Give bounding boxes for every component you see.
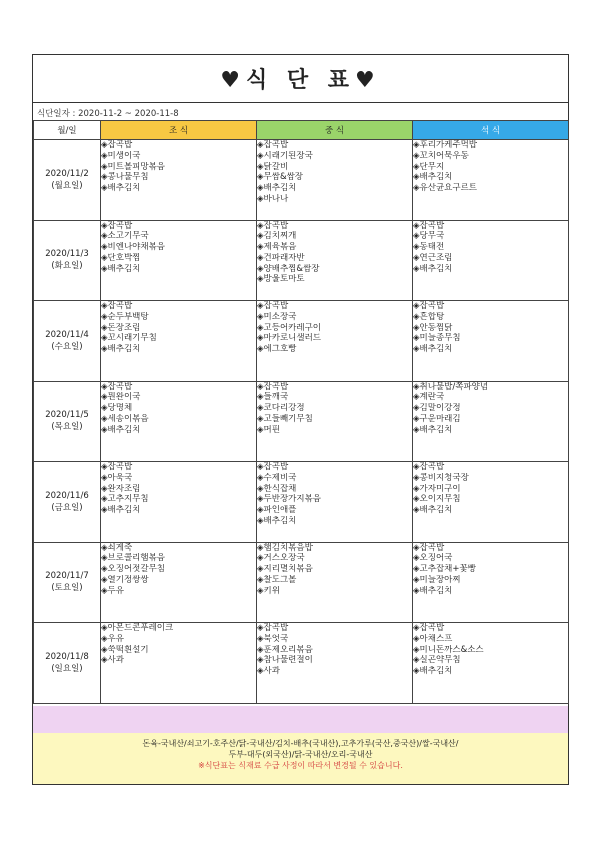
menu-item: ◈배추김치: [101, 505, 141, 516]
menu-item: ◈배추김치: [413, 666, 453, 677]
menu-item: ◈두유: [101, 585, 124, 596]
menu-item: ◈당명체: [101, 403, 133, 414]
menu-item: ◈사과: [257, 666, 280, 677]
day-date: 2020/11/4: [45, 329, 89, 340]
menu-item: ◈유산균요구르트: [413, 183, 478, 194]
menu-item: ◈배추김치: [413, 263, 453, 274]
day-weekday: (목요일): [51, 422, 83, 433]
menu-item: ◈계란국: [413, 392, 445, 403]
header-lunch: 중 식: [257, 121, 413, 140]
menu-item: ◈코다리강정: [257, 403, 305, 414]
menu-item: ◈북엇국: [257, 633, 289, 644]
menu-item: ◈구운마래김: [413, 413, 461, 424]
menu-item: ◈마카로니샐러드: [257, 333, 322, 344]
day-date: 2020/11/3: [45, 249, 89, 260]
menu-item: ◈배추김치: [101, 344, 141, 355]
menu-item: ◈미늘종무침: [413, 333, 461, 344]
menu-item: ◈꼬치어묵우동: [413, 150, 469, 161]
breakfast-cell: [101, 381, 257, 462]
menu-item: ◈배추김치: [101, 424, 141, 435]
menu-item: ◈고추지무침: [101, 494, 149, 505]
day-date: 2020/11/6: [45, 490, 89, 501]
menu-item: ◈잡곡밥: [257, 462, 289, 472]
menu-item: ◈단무지: [413, 161, 445, 172]
menu-table: [33, 120, 569, 704]
menu-item: ◈배추김치: [413, 172, 453, 183]
day-cell: [34, 623, 101, 704]
menu-item: ◈열기정쌍쌍: [101, 574, 149, 585]
menu-item: ◈우유: [101, 633, 124, 644]
menu-item: ◈비엔나야채볶음: [101, 242, 166, 253]
lunch-cell: [257, 623, 413, 704]
lunch-cell: [257, 220, 413, 301]
menu-item: ◈오이지무침: [413, 494, 461, 505]
menu-item: ◈미생이국: [101, 150, 141, 161]
table-row: [34, 462, 569, 543]
menu-item: ◈세송이볶음: [101, 413, 149, 424]
table-row: [34, 623, 569, 704]
day-weekday: (화요일): [51, 261, 83, 272]
dinner-cell: [413, 381, 569, 462]
origin-line: 돈육-국내산/쇠고기-호주산/닭-국내산/김치-배추(국내산),고추가루(국산,중국산)/쌀-국내산/: [142, 739, 459, 748]
menu-item: ◈무쌈&쌈장: [257, 172, 304, 183]
menu-item: ◈콩비지청국장: [413, 472, 469, 483]
day-date: 2020/11/2: [45, 168, 89, 179]
dinner-cell: [413, 462, 569, 543]
menu-item: ◈고추잡채+꽃빵: [413, 564, 476, 575]
menu-item: ◈잡곡밥: [257, 623, 289, 633]
menu-item: ◈배추김치: [257, 515, 297, 526]
menu-item: ◈참나물련절이: [257, 655, 313, 666]
menu-item: ◈잡곡밥: [413, 542, 445, 553]
table-row: [34, 542, 569, 623]
menu-item: ◈아채스프: [413, 633, 453, 644]
menu-item: ◈연근조림: [413, 252, 453, 263]
day-cell: [34, 542, 101, 623]
menu-item: ◈잡곡밥: [257, 381, 289, 392]
menu-item: ◈잡곡밥: [413, 301, 445, 311]
menu-item: ◈잡곡밥: [101, 462, 133, 472]
table-row: [34, 220, 569, 301]
day-cell: [34, 462, 101, 543]
menu-item: ◈배추김치: [101, 263, 141, 274]
menu-item: ◈양배추찜&쌈장: [257, 263, 320, 274]
menu-item: ◈완자조림: [101, 483, 141, 494]
change-notice: ※식단표는 식재료 수급 사정이 따라서 변경될 수 있습니다.: [198, 761, 403, 770]
menu-item: ◈고들빼기무침: [257, 413, 313, 424]
menu-item: ◈수제비국: [257, 472, 297, 483]
menu-item: ◈배추김치: [413, 424, 453, 435]
menu-item: ◈지리멸치볶음: [257, 564, 313, 575]
menu-item: ◈미소장국: [257, 311, 297, 322]
menu-item: ◈배추김치: [101, 183, 141, 194]
breakfast-cell: [101, 220, 257, 301]
menu-item: ◈잡곡밥: [413, 462, 445, 472]
breakfast-cell: [101, 140, 257, 221]
lunch-cell: [257, 140, 413, 221]
menu-item: ◈잡곡밥: [257, 301, 289, 311]
day-weekday: (토요일): [51, 583, 83, 594]
menu-item: ◈시래기된장국: [257, 150, 313, 161]
day-weekday: (금요일): [51, 502, 83, 513]
menu-item: ◈머핀: [257, 424, 280, 435]
menu-item: ◈실곤약무침: [413, 655, 461, 666]
menu-item: ◈소고기무국: [101, 231, 149, 242]
menu-item: ◈김치찌개: [257, 231, 297, 242]
menu-item: ◈거스오장국: [257, 553, 305, 564]
menu-item: ◈고등어카레구이: [257, 322, 322, 333]
menu-item: ◈건파래자반: [257, 252, 305, 263]
menu-item: ◈단호박찜: [101, 252, 141, 263]
menu-item: ◈당무국: [413, 231, 445, 242]
dinner-cell: [413, 301, 569, 382]
pink-band: [33, 706, 568, 734]
lunch-cell: [257, 462, 413, 543]
menu-item: ◈아몬드콘푸레이크: [101, 623, 174, 633]
origin-line: 두부-대두(외국산)/닭-국내산/오리-국내산: [228, 750, 373, 759]
menu-item: ◈쇠게죽: [101, 542, 133, 553]
menu-item: ◈닭갈비: [257, 161, 289, 172]
menu-item: ◈아욱국: [101, 472, 133, 483]
menu-item: ◈제육볶음: [257, 242, 297, 253]
menu-item: ◈햄김치볶음밥: [257, 542, 313, 553]
menu-item: ◈잡곡밥: [257, 140, 289, 150]
menu-item: ◈브로콜리햄볶음: [101, 553, 166, 564]
day-cell: [34, 381, 101, 462]
menu-item: ◈바나나: [257, 193, 289, 204]
menu-item: ◈돈장조림: [101, 322, 141, 333]
lunch-cell: [257, 381, 413, 462]
day-cell: [34, 301, 101, 382]
menu-item: ◈콩나물무침: [101, 172, 149, 183]
table-row: [34, 301, 569, 382]
menu-item: ◈흔합탕: [413, 311, 445, 322]
menu-item: ◈찰도그볼: [257, 574, 297, 585]
menu-item: ◈한식잡채: [257, 483, 297, 494]
menu-item: ◈가자미구이: [413, 483, 461, 494]
menu-item: ◈김말이강정: [413, 403, 461, 414]
day-date: 2020/11/5: [45, 410, 89, 421]
breakfast-cell: [101, 462, 257, 543]
menu-period: 식단일자 : 2020-11-2 ~ 2020-11-8: [37, 109, 179, 119]
menu-item: ◈안동찜닭: [413, 322, 453, 333]
menu-item: ◈잡곡밥: [257, 220, 289, 231]
day-cell: [34, 140, 101, 221]
lunch-cell: [257, 301, 413, 382]
menu-item: ◈잡곡밥: [101, 140, 133, 150]
menu-item: ◈오징어국: [413, 553, 453, 564]
menu-item: ◈오징어젓갈무침: [101, 564, 166, 575]
dinner-cell: [413, 220, 569, 301]
dinner-cell: [413, 542, 569, 623]
menu-item: ◈취나물밥/쪽파양념: [413, 381, 489, 392]
menu-item: ◈미늘장아찌: [413, 574, 461, 585]
menu-item: ◈배추김치: [413, 505, 453, 516]
menu-item: ◈파인애플: [257, 505, 297, 516]
dinner-cell: [413, 623, 569, 704]
header-breakfast: 조 식: [101, 121, 257, 140]
menu-item: ◈사과: [101, 655, 124, 666]
menu-item: ◈미니돈까스&소스: [413, 644, 484, 655]
menu-item: ◈동태전: [413, 242, 445, 253]
menu-item: ◈두반장가지볶음: [257, 494, 322, 505]
menu-item: ◈키위: [257, 585, 280, 596]
page-title: ♥식 단 표♥: [33, 55, 568, 103]
menu-item: ◈잡곡밥: [413, 220, 445, 231]
menu-item: ◈배추김치: [257, 183, 297, 194]
day-weekday: (월요일): [51, 180, 83, 191]
menu-item: ◈에그호빵: [257, 344, 297, 355]
day-date: 2020/11/8: [45, 651, 89, 662]
day-weekday: (일요일): [51, 663, 83, 674]
menu-item: ◈꼬시래기무침: [101, 333, 157, 344]
breakfast-cell: [101, 542, 257, 623]
lunch-cell: [257, 542, 413, 623]
day-cell: [34, 220, 101, 301]
menu-sheet: [32, 54, 569, 785]
menu-item: ◈잡곡밥: [101, 220, 133, 231]
menu-item: ◈뭔완이국: [101, 392, 141, 403]
menu-item: ◈후리가케주먹밥: [413, 140, 478, 150]
dinner-cell: [413, 140, 569, 221]
menu-item: ◈배추김치: [413, 344, 453, 355]
menu-item: ◈방울토마토: [257, 274, 305, 285]
table-row: [34, 381, 569, 462]
menu-item: ◈쑥떡흰설기: [101, 644, 149, 655]
menu-item: ◈잡곡밥: [413, 623, 445, 633]
menu-item: ◈미트볼피망볶음: [101, 161, 166, 172]
breakfast-cell: [101, 623, 257, 704]
header-dinner: 석 식: [413, 121, 569, 140]
day-date: 2020/11/7: [45, 571, 89, 582]
header-day: 월/일: [34, 121, 101, 140]
breakfast-cell: [101, 301, 257, 382]
menu-item: ◈잡곡밥: [101, 381, 133, 392]
menu-item: ◈순두부백탕: [101, 311, 149, 322]
table-row: [34, 140, 569, 221]
menu-item: ◈들깨국: [257, 392, 289, 403]
origin-notes: [33, 733, 568, 784]
menu-item: ◈배추김치: [413, 585, 453, 596]
menu-item: ◈훈제오리볶음: [257, 644, 313, 655]
day-weekday: (수요일): [51, 341, 83, 352]
menu-item: ◈잡곡밥: [101, 301, 133, 311]
